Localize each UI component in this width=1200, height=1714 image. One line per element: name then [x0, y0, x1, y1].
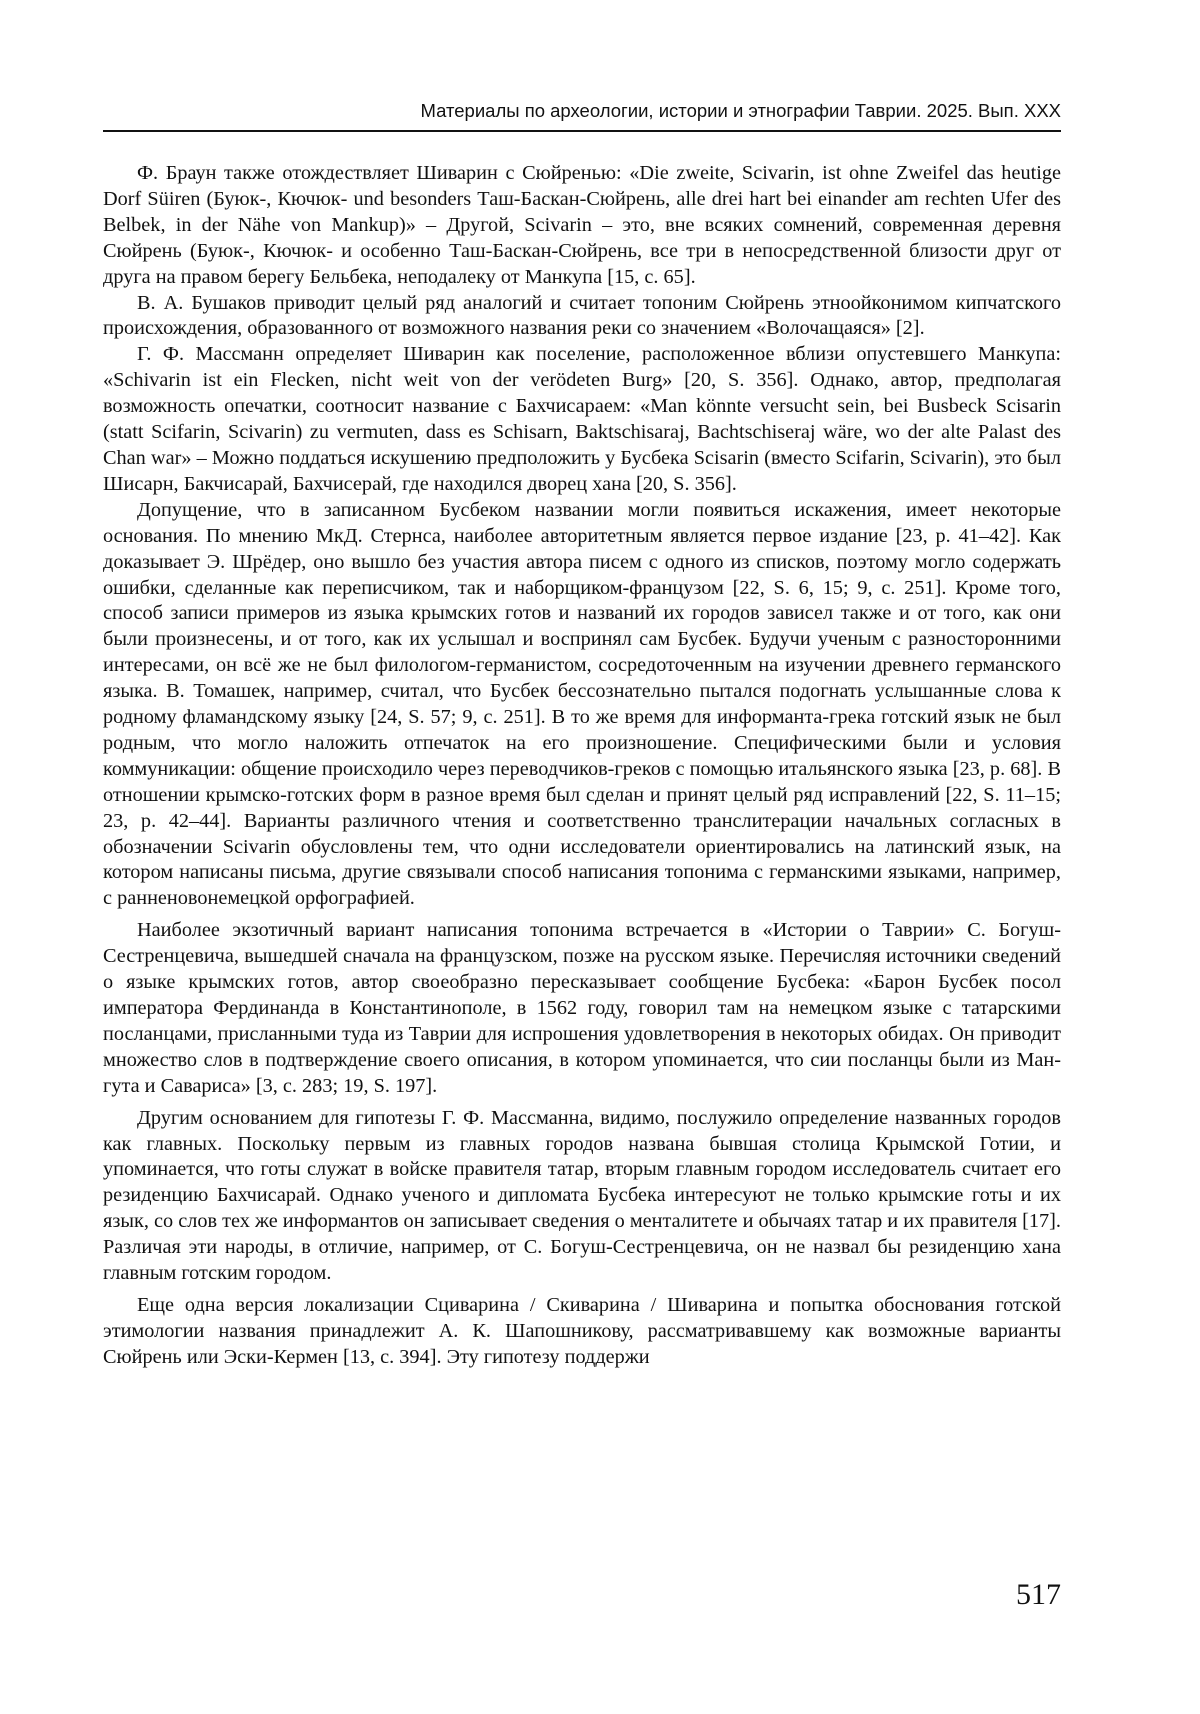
- paragraph-shaposhnikov: Еще одна версия локализации Сциварина / Скиварина / Шиварина и попытка обоснования готской этимологии названия принадлежит А. К. Шапошникову, рассматривавшему как возможные варианты Сюйрень или Эски-Кермен [13, c. 394]. Эту гипотезу поддержи: [103, 1293, 1061, 1368]
- article-body: [103, 161, 1061, 1371]
- header-rule: [103, 130, 1061, 132]
- page-number: 517: [1016, 1578, 1061, 1611]
- paragraph-capital-hypothesis: Другим основанием для гипотезы Г. Ф. Массманна, видимо, послужило определение названных городов как главных. Поскольку первым из главных городов названа бывшая столица Крымской Готии, и упоминается, что готы служат в войске правителя татар, вторым главным городом исследователь считает его резиденцию Бахчисарай. Однако ученого и дипломата Бусбека интересуют не только крымские готы и их язык, со слов тех же информантов он записывает сведения о менталитете и обычаях татар и их правителя [17]. Различая эти народы, в отличие, например, от С. Богуш-Сестренцевича, он не назвал бы резиденцию хана главным готским городом.: [103, 1106, 1061, 1285]
- paragraph-busbeck-distortions: Допущение, что в записанном Бусбеком названии могли появиться искажения, имеет некоторые основания. По мнению МкД. Стернса, наиболее авторитетным является первое издание [23, p. 41–42]. Как доказывает Э. Шрёдер, оно вышло без участия автора писем с одного из списков, поэтому могло содержать ошибки, сделанные как переписчиком, так и наборщиком-французом [22, S. 6, 15; 9, c. 251]. Кроме того, способ записи примеров из языка крымских готов и названий их городов зависел также и от того, как они были произнесены, и от того, как их услышал и воспринял сам Бусбек. Будучи ученым с разносторонними интересами, он всё же не был филологом-германистом, сосредоточенным на изучении древнего германского языка. В. Томашек, например, считал, что Бусбек бессознательно пытался подогнать услышанные слова к родному фламандскому языку [24, S. 57; 9, c. 251]. В то же время для информанта-грека готский язык не был родным, что могло наложить отпечаток на его произношение. Специфическими были и условия коммуникации: общение происходило через переводчиков-греков с помощью итальянского языка [23, p. 68]. В отношении крымско-готских форм в разное время был сделан и принят целый ряд исправлений [22, S. 11–15; 23, p. 42–44]. Варианты различного чтения и соответственно транслитерации начальных согласных в обозначении Scivarin обусловлены тем, что одни исследователи ориентировались на латинский язык, на котором написаны письма, другие связывали способ написания топонима с германскими языками, например, с ранненовонемецкой орфографией.: [103, 498, 1061, 910]
- paragraph-bushakov: В. А. Бушаков приводит целый ряд аналогий и считает топоним Сюйрень этноойконимом кипчатского происхождения, образованного от возможного названия реки со значением «Волочащаяся» [2].: [103, 291, 1061, 340]
- running-header: Материалы по археологии, истории и этнографии Таврии. 2025. Вып. XXX: [420, 100, 1061, 121]
- paragraph-massmann: Г. Ф. Массманн определяет Шиварин как поселение, расположенное вблизи опустевшего Манкупа: «Schivarin ist ein Flecken, nicht weit von der verödeten Burg» [20, S. 356]. Однако, автор, предполагая возможность опечатки, соотносит название с Бахчисараем: «Man könnte versucht sein, bei Busbeck Scisarin (statt Scifarin, Scivarin) zu vermuten, dass es Schisarn, Baktschisaraj, Bachtschiseraj wäre, wo der alte Palast des Chan war» – Можно поддаться искушению предположить у Бусбека Scisarin (вместо Scifarin, Scivarin), это был Шисарн, Бакчисарай, Бахчисерай, где находился дворец хана [20, S. 356].: [103, 343, 1061, 495]
- paragraph-braun: Ф. Браун также отождествляет Шиварин с Сюйренью: «Die zweite, Scivarin, ist ohne Zweifel das heutige Dorf Süiren (Буюк-, Кючюк- und besonders Таш-Баскан-Сюйрень, alle drei hart bei einander am rechten Ufer des Belbek, in der Nähe von Mankup)» – Другой, Scivarin – это, вне всяких сомнений, современная деревня Сюйрень (Буюк-, Кючюк- и особенно Таш-Баскан-Сюйрень, все три в непосредственной близости друг от друга на правом берегу Бельбека, неподалеку от Манкупа [15, с. 65].: [103, 162, 1061, 288]
- paragraph-bogush-sestrentsevich: Наиболее экзотичный вариант написания топонима встречается в «Истории о Таврии» С. Богуш-Сестренцевича, вышедшей сначала на французском, позже на русском языке. Перечисляя источники сведений о языке крымских готов, автор своеобразно пересказывает сообщение Бусбека: «Барон Бусбек посол императора Фердинанда в Константинополе, в 1562 году, говорил там на немецком языке с татарскими посланцами, присланными туда из Таврии для испрошения удовлетворения в некоторых обидах. Он приводит множество слов в подтверждение своего описания, в котором упоминается, что сии посланцы были из Мангута и Савариса» [3, c. 283; 19, S. 197].: [103, 919, 1061, 1097]
